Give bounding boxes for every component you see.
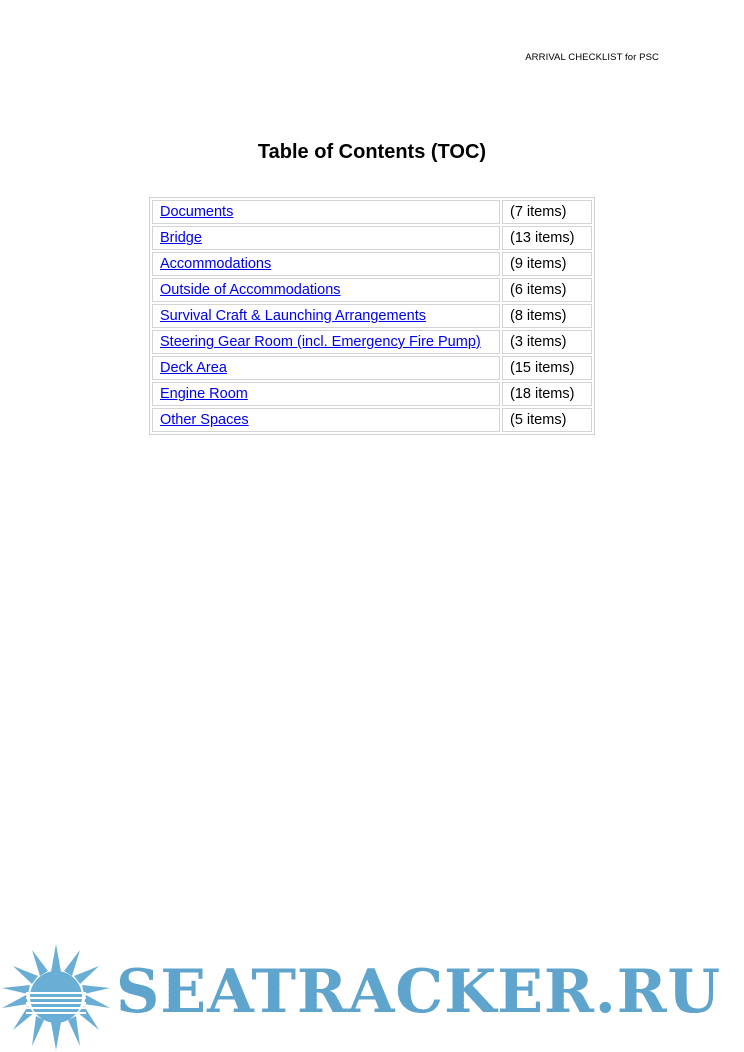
table-row xyxy=(152,278,592,302)
toc-label-cell xyxy=(152,382,500,406)
toc-count: (5 items) xyxy=(502,408,592,432)
table-row xyxy=(152,200,592,224)
toc-link-engine-room[interactable]: Engine Room xyxy=(160,386,248,402)
table-row xyxy=(152,356,592,380)
toc-label-cell xyxy=(152,252,500,276)
watermark-text: SEATRACKER.RU xyxy=(116,952,721,1032)
toc-count: (3 items) xyxy=(502,330,592,354)
toc-link-deck-area[interactable]: Deck Area xyxy=(160,360,227,376)
toc-label-cell xyxy=(152,304,500,328)
toc-label-cell xyxy=(152,278,500,302)
table-row xyxy=(152,252,592,276)
toc-count: (15 items) xyxy=(502,356,592,380)
toc-label-cell xyxy=(152,408,500,432)
toc-count: (18 items) xyxy=(502,382,592,406)
table-row xyxy=(152,408,592,432)
toc-label-cell xyxy=(152,200,500,224)
toc-body xyxy=(152,200,592,432)
toc-count: (9 items) xyxy=(502,252,592,276)
toc-count: (8 items) xyxy=(502,304,592,328)
table-row xyxy=(152,382,592,406)
table-row xyxy=(152,304,592,328)
toc-link-accommodations[interactable]: Accommodations xyxy=(160,256,272,272)
toc-link-documents[interactable]: Documents xyxy=(160,204,234,220)
toc-link-steering-gear-room[interactable]: Steering Gear Room (incl. Emergency Fire Pump) xyxy=(160,334,481,350)
toc-label-cell xyxy=(152,330,500,354)
toc-link-other-spaces[interactable]: Other Spaces xyxy=(160,412,249,428)
toc-count: (7 items) xyxy=(502,200,592,224)
toc-count: (13 items) xyxy=(502,226,592,250)
page-title: Table of Contents (TOC) xyxy=(257,141,487,163)
running-header: ARRIVAL CHECKLIST for PSC xyxy=(525,52,659,63)
toc-link-bridge[interactable]: Bridge xyxy=(160,230,202,246)
toc-link-survival-craft[interactable]: Survival Craft & Launching Arrangements xyxy=(160,308,426,324)
watermark xyxy=(0,938,744,1052)
table-row xyxy=(152,330,592,354)
sun-icon xyxy=(0,942,112,1050)
toc-label-cell xyxy=(152,356,500,380)
table-row xyxy=(152,226,592,250)
toc-label-cell xyxy=(152,226,500,250)
toc-count: (6 items) xyxy=(502,278,592,302)
toc-link-outside-of-accommodations[interactable]: Outside of Accommodations xyxy=(160,282,341,298)
toc-table xyxy=(149,197,595,435)
